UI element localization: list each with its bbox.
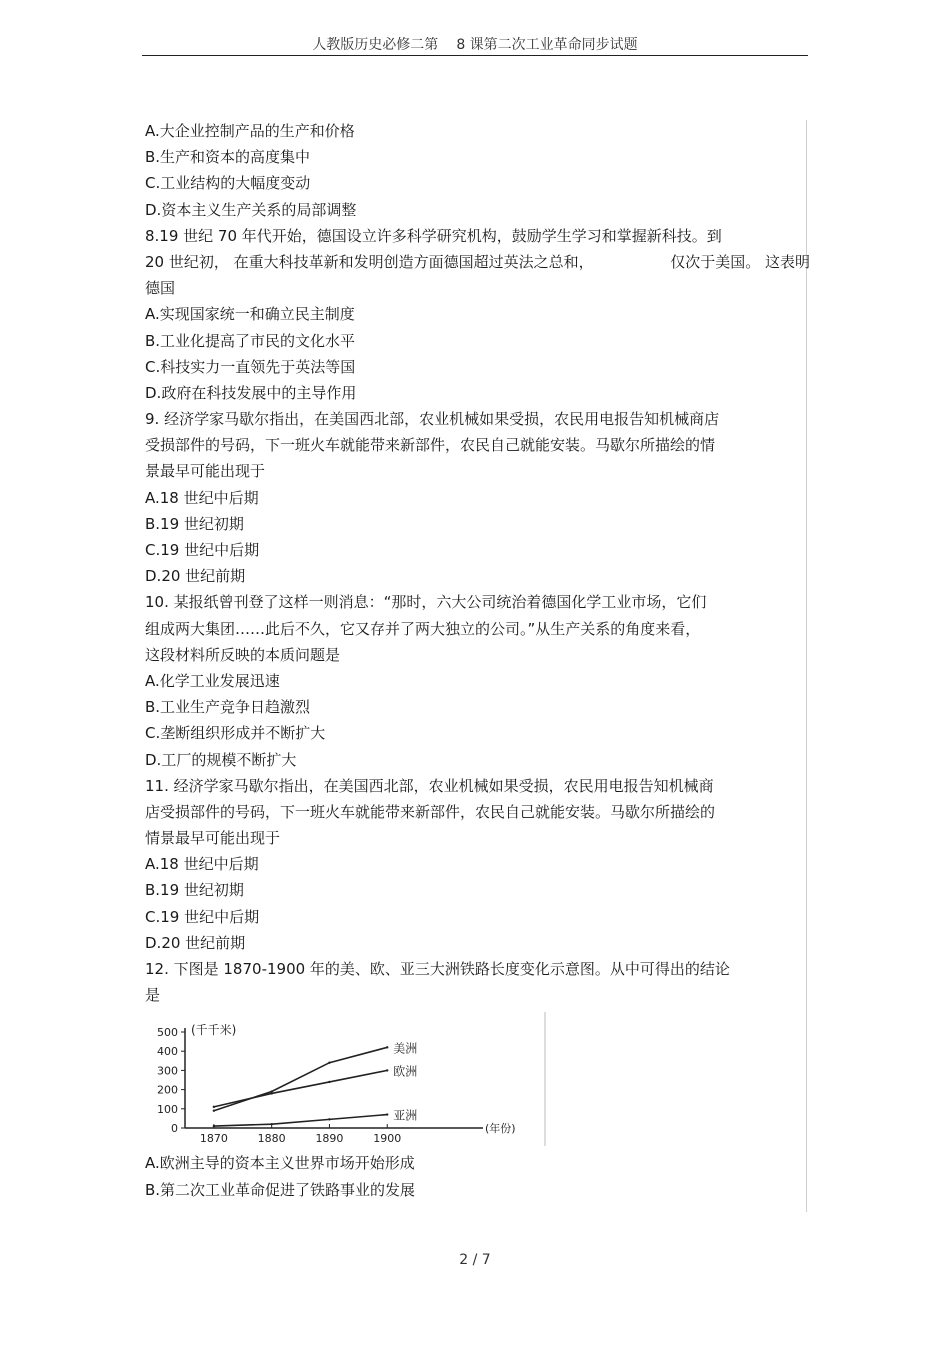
y-tick-label: 500 xyxy=(157,1026,178,1040)
y-tick-label: 300 xyxy=(157,1064,178,1078)
page-number: 2 / 7 xyxy=(459,1252,491,1268)
x-tick-label: 1890 xyxy=(315,1132,344,1146)
q11-option-d: D.20 世纪前期 xyxy=(145,933,246,952)
q11-option-b: B.19 世纪初期 xyxy=(145,881,244,900)
header-title-part2: 8 课第二次工业革命同步试题 xyxy=(456,37,638,53)
y-tick-label: 0 xyxy=(171,1122,178,1136)
q10-option-a: A.化学工业发展迅速 xyxy=(145,671,280,690)
q12-option-a: A.欧洲主导的资本主义世界市场开始形成 xyxy=(145,1154,415,1173)
x-tick-label: 1880 xyxy=(257,1132,286,1146)
q9-option-b: B.19 世纪初期 xyxy=(145,514,244,533)
q7-option-c: C.工业结构的大幅度变动 xyxy=(145,174,311,193)
q8-stem-line1: 8.19 世纪 70 年代开始，德国设立许多科学研究机构，鼓励学生学习和掌握新科技。到 xyxy=(145,226,722,245)
y-axis-unit-label: (千千米) xyxy=(191,1023,237,1038)
data-point xyxy=(328,1062,330,1064)
q8-stem-line2-right: 仅次于美国。 这表明 xyxy=(670,252,810,271)
y-tick-label: 100 xyxy=(157,1103,178,1117)
q9-stem-line1: 9. 经济学家马歇尔指出，在美国西北部，农业机械如果受损，农民用电报告知机械商店 xyxy=(145,410,720,429)
header-title-part1: 人教版历史必修二第 xyxy=(312,37,439,53)
y-tick-label: 400 xyxy=(157,1045,178,1059)
q10-option-d: D.工厂的规模不断扩大 xyxy=(145,750,297,769)
q8-option-d: D.政府在科技发展中的主导作用 xyxy=(145,383,357,402)
y-tick-label: 200 xyxy=(157,1083,178,1097)
data-point xyxy=(270,1093,272,1095)
q11-stem-line1: 11. 经济学家马歇尔指出，在美国西北部，农业机械如果受损，农民用电报告知机械商 xyxy=(145,776,714,795)
q8-option-b: B.工业化提高了市民的文化水平 xyxy=(145,331,356,350)
railway-length-chart xyxy=(145,1010,547,1148)
series-label: 亚洲 xyxy=(393,1108,418,1123)
q8-option-a: A.实现国家统一和确立民主制度 xyxy=(145,305,355,324)
q9-stem-line2: 受损部件的号码，下一班火车就能带来新部件，农民自己就能安装。马歇尔所描绘的情 xyxy=(145,436,716,455)
q10-stem-line2: 组成两大集团……此后不久，它又存并了两大独立的公司。”从生产关系的角度来看， xyxy=(145,619,701,638)
chart-svg xyxy=(145,1010,547,1148)
q11-stem-line3: 情景最早可能出现于 xyxy=(145,829,281,848)
q10-stem-line1: 10. 某报纸曾刊登了这样一则消息：“那时，六大公司统治着德国化学工业市场，它们 xyxy=(145,593,707,612)
q9-option-c: C.19 世纪中后期 xyxy=(145,541,260,559)
q11-stem-line2: 店受损部件的号码，下一班火车就能带来新部件，农民自己就能安装。马歇尔所描绘的 xyxy=(145,802,716,821)
q8-stem-line3: 德国 xyxy=(145,279,176,298)
q7-option-d: D.资本主义生产关系的局部调整 xyxy=(145,200,357,219)
q12-stem-line2: 是 xyxy=(145,986,161,1005)
q9-stem-line3: 景最早可能出现于 xyxy=(145,462,266,481)
data-point xyxy=(213,1106,215,1108)
x-axis-unit-label: (年份) xyxy=(485,1122,516,1136)
data-point xyxy=(213,1125,215,1127)
data-point xyxy=(328,1081,330,1083)
data-point xyxy=(328,1119,330,1121)
q10-option-b: B.工业生产竞争日趋激烈 xyxy=(145,698,311,717)
q12-option-b: B.第二次工业革命促进了铁路事业的发展 xyxy=(145,1180,416,1199)
q11-option-a: A.18 世纪中后期 xyxy=(145,855,259,874)
q9-option-d: D.20 世纪前期 xyxy=(145,567,246,586)
q7-option-a: A.大企业控制产品的生产和价格 xyxy=(145,122,355,140)
q10-stem-line3: 这段材料所反映的本质问题是 xyxy=(145,645,341,664)
data-point xyxy=(386,1114,388,1116)
q8-stem-line2-left: 20 世纪初， 在重大科技革新和发明创造方面德国超过英法之总和， xyxy=(145,252,594,271)
page-header xyxy=(0,34,950,54)
series-label: 欧洲 xyxy=(393,1064,418,1079)
q8-stem-line2 xyxy=(145,249,810,275)
data-point xyxy=(213,1110,215,1112)
data-point xyxy=(270,1123,272,1125)
q10-option-c: C.垄断组织形成并不断扩大 xyxy=(145,724,326,743)
series-label: 美洲 xyxy=(393,1041,418,1056)
header-divider xyxy=(142,55,808,56)
document-body xyxy=(145,118,810,1203)
x-tick-label: 1870 xyxy=(199,1132,228,1146)
x-tick-label: 1900 xyxy=(373,1132,402,1146)
data-point xyxy=(386,1047,388,1049)
q12-stem-line1: 12. 下图是 1870-1900 年的美、欧、亚三大洲铁路长度变化示意图。从中可得出的结论 xyxy=(145,960,730,978)
q7-option-b: B.生产和资本的高度集中 xyxy=(145,148,311,167)
q8-option-c: C.科技实力一直领先于英法等国 xyxy=(145,357,356,376)
q9-option-a: A.18 世纪中后期 xyxy=(145,488,259,507)
q11-option-c: C.19 世纪中后期 xyxy=(145,907,260,926)
data-point xyxy=(386,1070,388,1072)
